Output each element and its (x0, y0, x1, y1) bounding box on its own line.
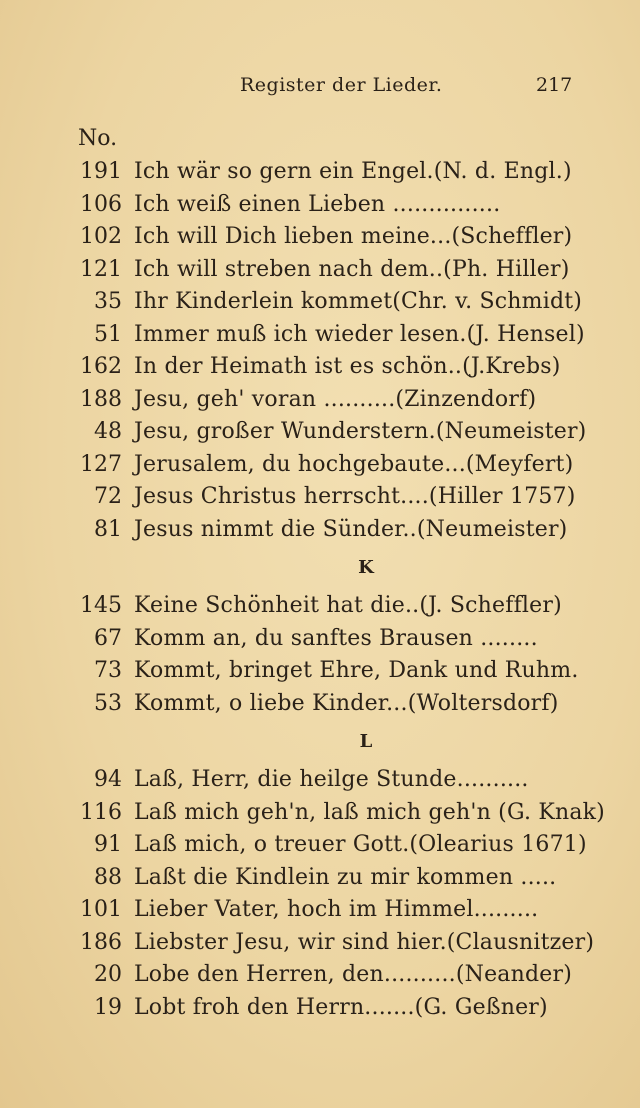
register-entry (72, 959, 602, 992)
hymn-register (72, 122, 605, 1024)
hymn-number: 20 (94, 962, 122, 987)
hymn-number: 121 (80, 256, 122, 282)
register-entry (72, 764, 602, 797)
hymn-title: Ich weiß einen Lieben ............... (134, 191, 501, 217)
hymn-number: 19 (94, 994, 122, 1020)
hymn-title: Kommt, bringet Ehre, Dank und Ruhm. (134, 658, 579, 683)
hymn-number: 162 (80, 354, 122, 379)
hymn-number: 73 (94, 658, 122, 683)
hymn-number: 102 (80, 224, 122, 249)
hymn-title: Laß mich geh'n, laß mich geh'n (G. Knak) (134, 799, 605, 825)
hymn-number: 191 (80, 159, 122, 184)
page-header (0, 74, 640, 106)
register-entry (72, 481, 602, 514)
hymn-title: Immer muß ich wieder lesen.(J. Hensel) (134, 321, 585, 347)
register-entry (72, 894, 602, 927)
hymn-number: 106 (80, 191, 122, 217)
register-entry (72, 655, 602, 688)
hymn-number: 72 (94, 484, 122, 509)
register-entry (72, 416, 602, 449)
register-entry (72, 862, 602, 895)
hymn-number: 67 (94, 625, 122, 651)
hymn-title: Lieber Vater, hoch im Himmel......... (134, 897, 539, 922)
hymn-number: 88 (94, 864, 122, 890)
hymn-title: Laß mich, o treuer Gott.(Olearius 1671) (134, 832, 587, 857)
register-entry (72, 286, 602, 319)
register-entry (72, 189, 602, 222)
hymn-number: 48 (94, 419, 122, 444)
hymn-title: Ich wär so gern ein Engel.(N. d. Engl.) (134, 159, 572, 184)
register-entry (72, 797, 605, 830)
register-entry (72, 156, 602, 189)
register-entry (72, 623, 602, 656)
hymn-title: Jesus Christus herrscht....(Hiller 1757) (134, 484, 576, 509)
hymn-title: Ihr Kinderlein kommet(Chr. v. Schmidt) (134, 289, 583, 314)
hymn-number: 91 (94, 832, 122, 857)
hymn-title: Ich will streben nach dem..(Ph. Hiller) (134, 256, 570, 282)
section-letter-k: K (358, 557, 376, 578)
number-column-label: No. (78, 126, 118, 151)
hymn-title: Laß, Herr, die heilge Stunde.......... (134, 767, 529, 792)
section-k (72, 546, 602, 720)
section-j (72, 156, 602, 546)
register-entry (72, 688, 602, 721)
hymn-number: 51 (94, 321, 122, 347)
hymn-title: Komm an, du sanftes Brausen ........ (134, 625, 538, 651)
register-entry (72, 221, 602, 254)
hymn-title: Lobe den Herren, den..........(Neander) (134, 962, 572, 987)
register-entry (72, 514, 602, 547)
hymn-number: 94 (94, 767, 122, 792)
hymn-number: 101 (80, 897, 122, 922)
hymn-title: Jerusalem, du hochgebaute...(Meyfert) (134, 451, 574, 477)
hymn-title: Laßt die Kindlein zu mir kommen ..... (134, 864, 557, 890)
hymn-number: 116 (80, 799, 122, 825)
register-entry (72, 449, 602, 482)
register-entry (72, 992, 602, 1025)
hymn-number: 53 (94, 690, 122, 716)
section-letter-l: L (359, 731, 375, 752)
register-entry (72, 254, 602, 287)
hymn-title: Ich will Dich lieben meine...(Scheffler) (134, 224, 573, 249)
hymn-number: 145 (80, 593, 122, 618)
register-entry (72, 351, 602, 384)
hymn-number: 186 (80, 929, 122, 955)
register-entry (72, 384, 602, 417)
hymn-number: 127 (80, 451, 122, 477)
hymn-title: Jesus nimmt die Sünder..(Neumeister) (134, 516, 568, 542)
hymn-number: 188 (80, 386, 122, 412)
hymn-number: 81 (94, 516, 122, 542)
hymn-title: Jesu, großer Wunderstern.(Neumeister) (134, 419, 587, 444)
register-entry (72, 829, 602, 862)
hymn-title: Liebster Jesu, wir sind hier.(Clausnitzer) (134, 929, 595, 955)
hymn-title: Lobt froh den Herrn.......(G. Geßner) (134, 994, 548, 1020)
register-entry (72, 927, 602, 960)
running-title: Register der Lieder. (240, 74, 443, 96)
hymn-title: Kommt, o liebe Kinder...(Woltersdorf) (134, 690, 559, 716)
hymn-title: Jesu, geh' voran ..........(Zinzendorf) (134, 386, 537, 412)
hymn-number: 35 (94, 289, 122, 314)
register-entry (72, 590, 602, 623)
hymn-title: In der Heimath ist es schön..(J.Krebs) (134, 354, 561, 379)
register-entry (72, 319, 602, 352)
page-number: 217 (536, 74, 573, 96)
section-l (72, 720, 605, 1024)
hymn-title: Keine Schönheit hat die..(J. Scheffler) (134, 593, 562, 618)
